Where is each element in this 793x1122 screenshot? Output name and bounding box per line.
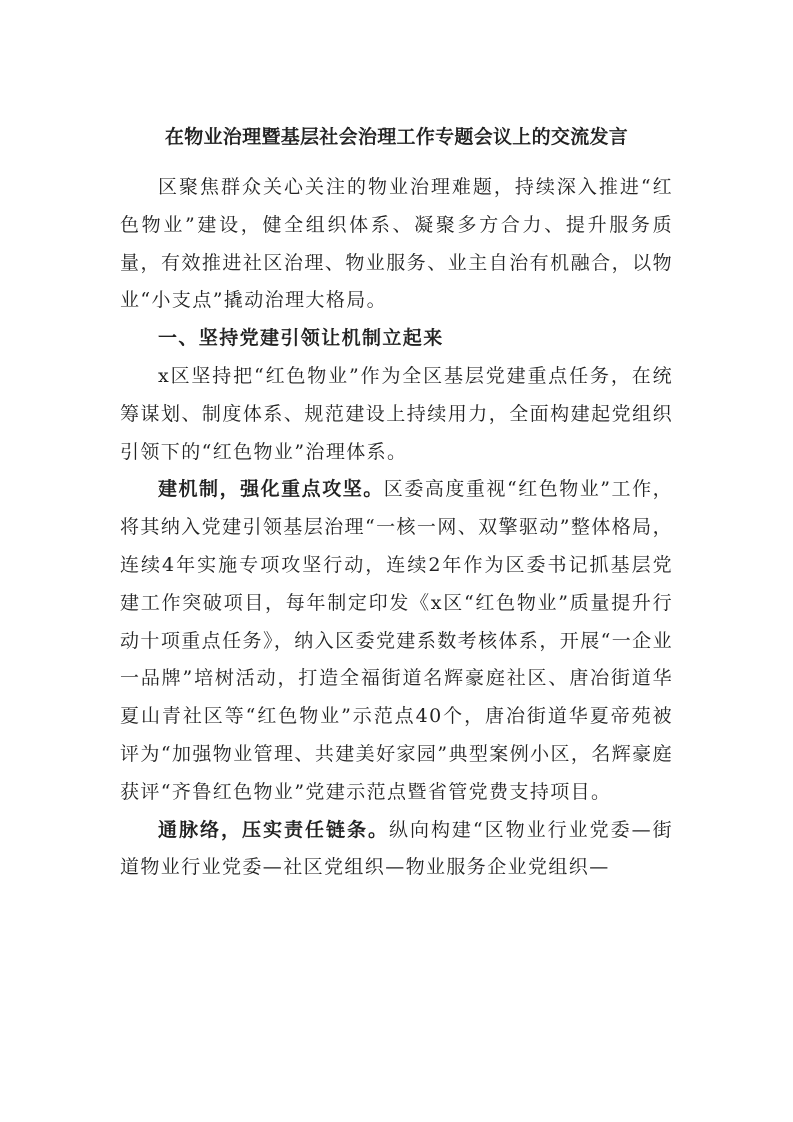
paragraph-body: 纵向构建“区物业行业党委—街道物业行业党委—社区党组织—物业服务企业党组织— <box>120 818 673 879</box>
document-title: 在物业治理暨基层社会治理工作专题会议上的交流发言 <box>164 126 629 148</box>
paragraph-body: 区委高度重视“红色物业”工作，将其纳入党建引领基层治理“一核一网、双擎驱动”整体格局，连续4年实施专项攻坚行动，连续2年作为区委书记抓基层党建工作突破项目，每年制定印发《x区“红色物业”质量提升行动十项重点任务》，纳入区委党建系数考核体系，开展“一企业一品牌”培树活动，打造全福街道名辉豪庭社区、唐冶街道华夏山青社区等“红色物业”示范点40个，唐冶街道华夏帝苑被评为“加强物业管理、共建美好家园”典型案例小区，名辉豪庭获评“齐鲁红色物业”党建示范点暨省管党费支持项目。 <box>120 478 673 803</box>
paragraph-lead: 通脉络，压实责任链条。 <box>158 818 389 841</box>
section-paragraph-3 <box>120 812 673 888</box>
intro-paragraph: 区聚焦群众关心关注的物业治理难题，持续深入推进“红色物业”建设，健全组织体系、凝聚多方合力、提升服务质量，有效推进社区治理、物业服务、业主自治有机融合，以物业“小支点”撬动治理大格局。 <box>120 176 673 312</box>
document-page <box>120 112 673 887</box>
section-heading: 一、坚持党建引领让机制立起来 <box>158 327 444 350</box>
section-paragraph-1: x区坚持把“红色物业”作为全区基层党建重点任务，在统筹谋划、制度体系、规范建设上持续用力，全面构建起党组织引领下的“红色物业”治理体系。 <box>120 364 673 463</box>
paragraph-lead: 建机制，强化重点攻坚。 <box>158 478 384 501</box>
section-paragraph-2 <box>120 471 673 811</box>
